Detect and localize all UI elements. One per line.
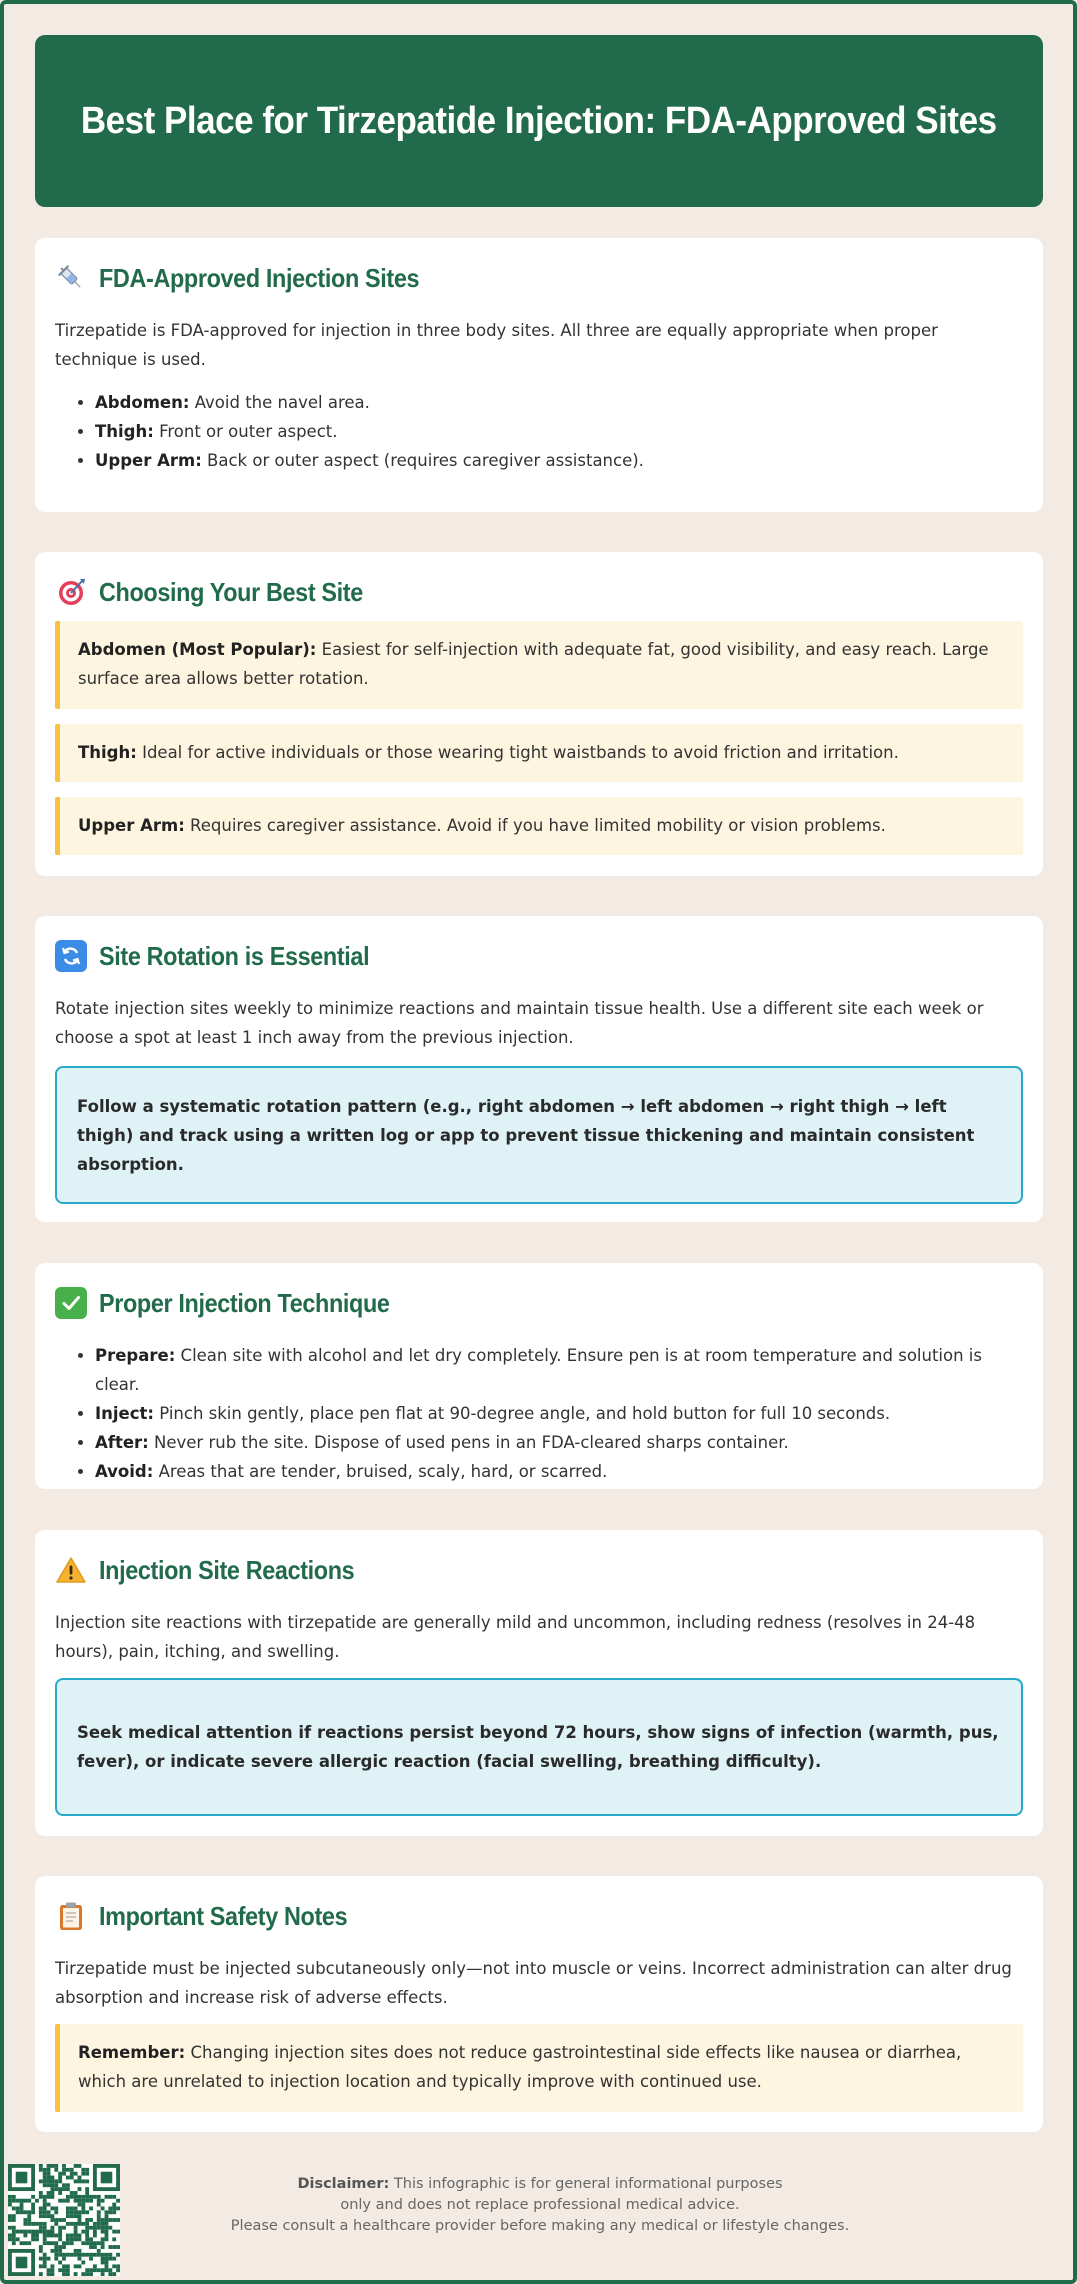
section-intro: Tirzepatide must be injected subcutaneously only—not into muscle or veins. Incorrect administration can alter drug absorption and increase risk of adverse effects.	[55, 1959, 1012, 2007]
rotation-tip-box	[55, 1066, 1023, 1204]
section-title: FDA-Approved Injection Sites	[99, 262, 420, 293]
item-label: Avoid:	[95, 1462, 154, 1481]
list-item	[95, 1399, 1023, 1428]
tip-text: Follow a systematic rotation pattern (e.g., right abdomen → left abdomen → right thigh → left thigh) and track using a written log or app to prevent tissue thickening and maintain consistent absorption.	[77, 1096, 975, 1174]
section-choosing-site	[35, 552, 1043, 876]
technique-list	[55, 1341, 1023, 1486]
item-text: Back or outer aspect (requires caregiver assistance).	[201, 451, 644, 470]
callout-label: Thigh:	[78, 743, 137, 762]
remember-callout	[55, 2024, 1023, 2112]
item-label: Thigh:	[95, 422, 154, 441]
callout-text: Changing injection sites does not reduce gastrointestinal side effects like nausea or diarrhea, which are unrelated to injection location and typically improve with continued use.	[78, 2043, 962, 2091]
disclaimer-text: This infographic is for general informational purposes	[389, 2176, 783, 2192]
section-fda-sites	[35, 238, 1043, 512]
checkmark-icon	[55, 1287, 87, 1319]
section-site-reactions	[35, 1530, 1043, 1836]
section-header	[55, 1283, 1023, 1323]
item-text: Front or outer aspect.	[153, 422, 338, 441]
site-list	[55, 388, 1023, 475]
list-item	[95, 1457, 1023, 1486]
warning-text: Seek medical attention if reactions persist beyond 72 hours, show signs of infection (warmth, pus, fever), or indicate severe allergic reaction (facial swelling, breathing difficulty).	[77, 1723, 999, 1771]
callout-abdomen	[55, 621, 1023, 709]
section-title: Choosing Your Best Site	[99, 576, 363, 607]
callout-label: Upper Arm:	[78, 816, 185, 835]
syringe-icon	[55, 262, 87, 294]
callout-thigh	[55, 724, 1023, 782]
item-label: Prepare:	[95, 1346, 176, 1365]
page-title: Best Place for Tirzepatide Injection: FDA-Approved Sites	[81, 99, 997, 142]
target-icon	[55, 576, 87, 608]
disclaimer	[180, 2174, 900, 2237]
section-header	[55, 572, 1023, 612]
item-label: Abdomen:	[95, 393, 190, 412]
item-text: Clean site with alcohol and let dry completely. Ensure pen is at room temperature and solution is clear.	[95, 1346, 982, 1394]
item-text: Never rub the site. Dispose of used pens in an FDA-cleared sharps container.	[148, 1433, 789, 1452]
item-text: Pinch skin gently, place pen flat at 90-degree angle, and hold button for full 10 seconds.	[154, 1404, 891, 1423]
section-title: Injection Site Reactions	[99, 1554, 355, 1585]
clipboard-icon	[55, 1900, 87, 1932]
list-item	[95, 1428, 1023, 1457]
section-header	[55, 1896, 1023, 1936]
qr-code-icon[interactable]	[8, 2164, 120, 2276]
page-footer	[0, 2160, 1077, 2284]
medical-attention-box	[55, 1678, 1023, 1816]
list-item	[95, 417, 1023, 446]
section-header	[55, 258, 1023, 298]
warning-icon	[55, 1554, 87, 1586]
callout-label: Remember:	[78, 2043, 186, 2062]
item-label: Upper Arm:	[95, 451, 202, 470]
list-item	[95, 1341, 1023, 1399]
item-label: Inject:	[95, 1404, 154, 1423]
section-site-rotation	[35, 916, 1043, 1222]
item-text: Areas that are tender, bruised, scaly, hard, or scarred.	[153, 1462, 608, 1481]
rotate-icon	[55, 940, 87, 972]
section-injection-technique	[35, 1263, 1043, 1489]
section-intro: Tirzepatide is FDA-approved for injection in three body sites. All three are equally appropriate when proper technique is used.	[55, 321, 938, 369]
section-title: Site Rotation is Essential	[99, 940, 370, 971]
item-text: Avoid the navel area.	[189, 393, 370, 412]
disclaimer-text: Please consult a healthcare provider before making any medical or lifestyle changes.	[230, 2218, 850, 2234]
disclaimer-text: only and does not replace professional medical advice.	[340, 2197, 740, 2213]
section-safety-notes	[35, 1876, 1043, 2132]
item-label: After:	[95, 1433, 149, 1452]
section-intro: Rotate injection sites weekly to minimize reactions and maintain tissue health. Use a different site each week or choose a spot at least 1 inch away from the previous injection.	[55, 999, 984, 1047]
callout-text: Easiest for self-injection with adequate fat, good visibility, and easy reach. Large surface area allows better rotation.	[78, 640, 989, 688]
disclaimer-label: Disclaimer:	[297, 2176, 390, 2192]
section-header	[55, 1550, 1023, 1590]
list-item	[95, 446, 1023, 475]
callout-text: Ideal for active individuals or those wearing tight waistbands to avoid friction and irritation.	[136, 743, 899, 762]
page-header	[35, 35, 1043, 207]
section-title: Important Safety Notes	[99, 1900, 348, 1931]
section-title: Proper Injection Technique	[99, 1287, 390, 1318]
callout-label: Abdomen (Most Popular):	[78, 640, 317, 659]
callout-text: Requires caregiver assistance. Avoid if you have limited mobility or vision problems.	[184, 816, 886, 835]
section-intro: Injection site reactions with tirzepatide are generally mild and uncommon, including redness (resolves in 24-48 hours), pain, itching, and swelling.	[55, 1613, 976, 1661]
list-item	[95, 388, 1023, 417]
callout-upper-arm	[55, 797, 1023, 855]
section-header	[55, 936, 1023, 976]
